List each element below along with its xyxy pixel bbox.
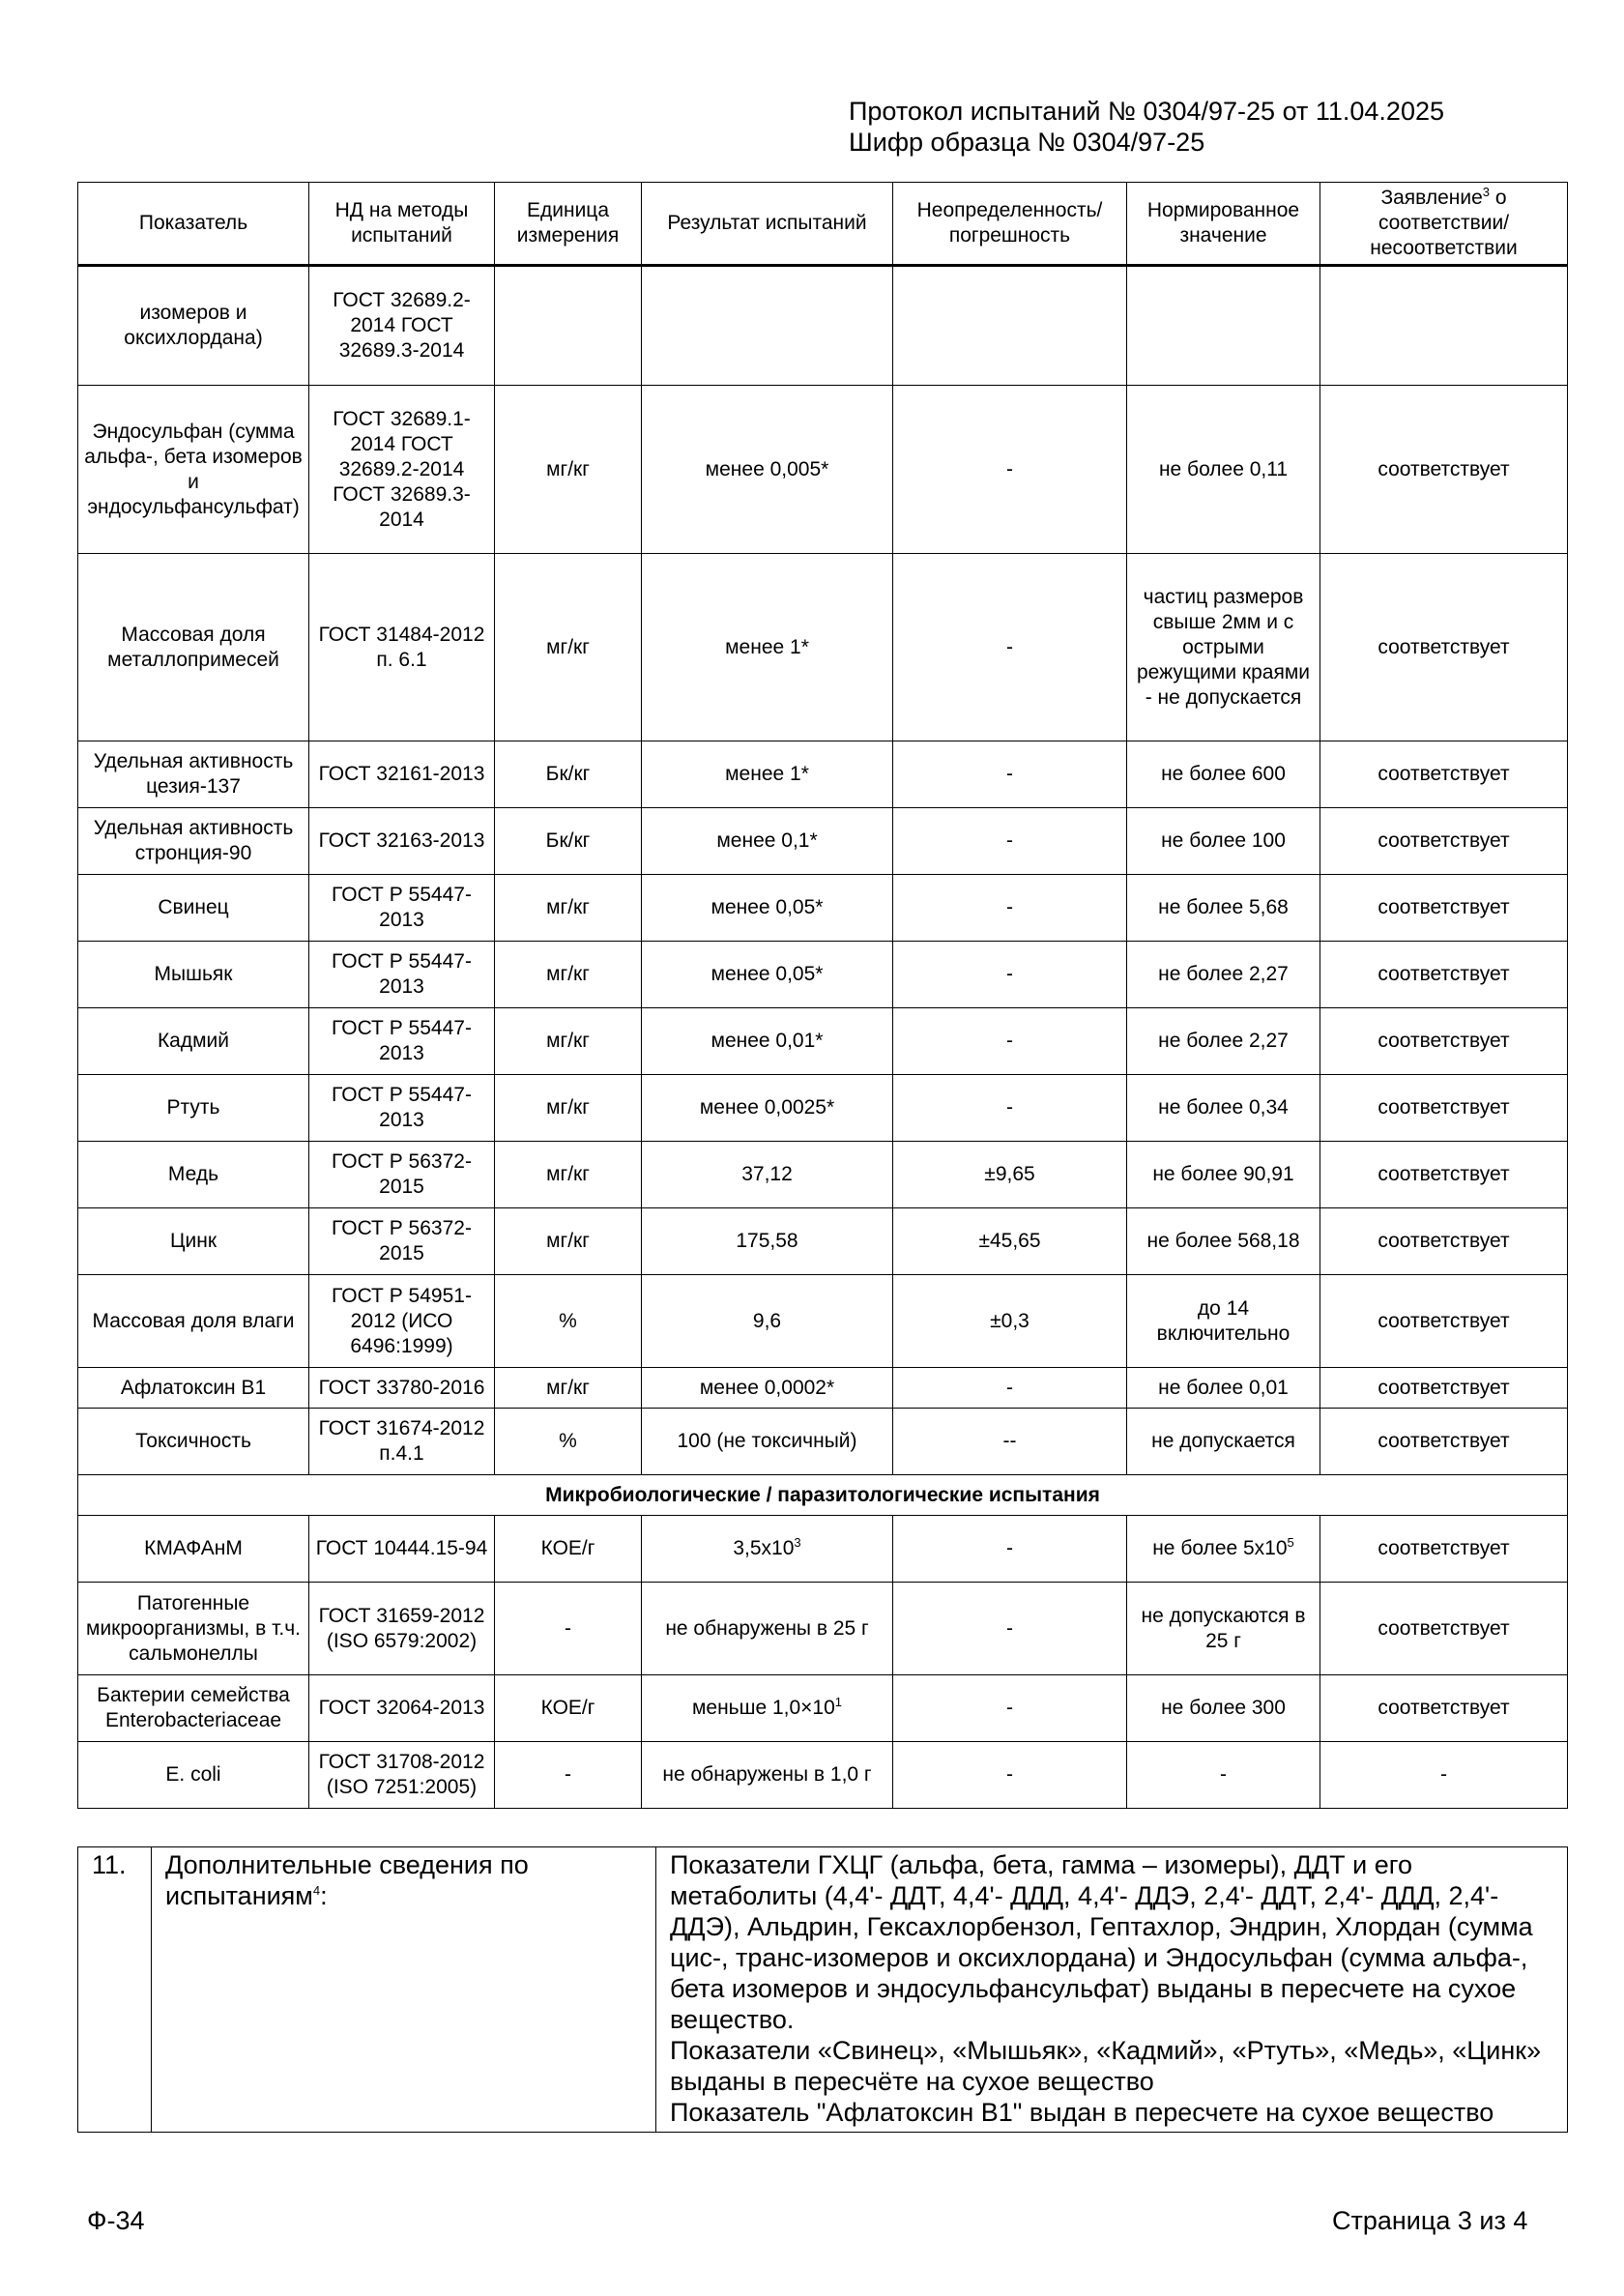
table-header-row — [78, 183, 1568, 266]
table-row: Медь ГОСТ Р 56372-2015 мг/кг 37,12 ±9,65 не более 90,91 соответствует — [78, 1142, 1568, 1208]
table-row: Бактерии семейства Enterobacteriaceae ГОСТ 32064-2013 КОЕ/г меньше $1,0\times 10^1$ - не более 300 соответствует — [78, 1675, 1568, 1742]
table-row: Свинец ГОСТ Р 55447-2013 мг/кг менее 0,05* - не более 5,68 соответствует — [78, 875, 1568, 942]
col-indicator: Показатель — [78, 183, 309, 266]
results-table — [77, 182, 1568, 1809]
table-row: Ртуть ГОСТ Р 55447-2013 мг/кг менее 0,0025* - не более 0,34 соответствует — [78, 1075, 1568, 1142]
table-row: Афлатоксин B1 ГОСТ 33780-2016 мг/кг менее 0,0002* - не более 0,01 соответствует — [78, 1368, 1568, 1409]
protocol-header — [849, 96, 1444, 158]
table-row: изомеров и оксихлордана) ГОСТ 32689.2-2014 ГОСТ 32689.3-2014 — [78, 266, 1568, 386]
form-code: Ф-34 — [87, 2206, 145, 2235]
table-row: Мышьяк ГОСТ Р 55447-2013 мг/кг менее 0,05* - не более 2,27 соответствует — [78, 942, 1568, 1008]
table-row: КМАФАнМ ГОСТ 10444.15-94 КОЕ/г $3,5x10^3$ - не более $5x10^5$ соответствует — [78, 1516, 1568, 1583]
col-norm: Нормированное значение — [1127, 183, 1320, 266]
table-row: Цинк ГОСТ Р 56372-2015 мг/кг 175,58 ±45,65 не более 568,18 соответствует — [78, 1208, 1568, 1275]
sample-code: Шифр образца № 0304/97-25 — [849, 128, 1205, 157]
col-uncertainty: Неопределенность/ погрешность — [893, 183, 1127, 266]
table-row: Эндосульфан (сумма альфа-, бета изомеров и эндосульфансульфат) ГОСТ 32689.1-2014 ГОСТ 32689.2-2014 ГОСТ 32689.3-2014 мг/кг менее 0,005* - не более 0,11 соответствует — [78, 386, 1568, 554]
col-method: НД на методы испытаний — [309, 183, 495, 266]
section-row — [78, 1475, 1568, 1516]
additional-info-row — [78, 1847, 1568, 2133]
table-row: Массовая доля металлопримесей ГОСТ 31484-2012 п. 6.1 мг/кг менее 1* - частиц размеров свыше 2мм и с острыми режущими краями - не допускается соответствует — [78, 554, 1568, 741]
table-row: Удельная активность цезия-137 ГОСТ 32161-2013 Бк/кг менее 1* - не более 600 соответствует — [78, 741, 1568, 808]
additional-text: Показатели ГХЦГ (альфа, бета, гамма – изомеры), ДДТ и его метаболиты (4,4'- ДДТ, 4,4'- ДДД, 4,4'- ДДЭ, 2,4'- ДДТ, 2,4'- ДДД, 2,4'- ДДЭ), Альдрин, Гексахлорбензол, Гептахлор, Эндрин, Хлордан (сумма цис-, транс-изомеров и оксихлордана) и Эндосульфан (сумма альфа-, бета изомеров и эндосульфансульфат) выданы в пересчете на сухое вещество. Показатели «Свинец», «Мышьяк», «Кадмий», «Ртуть», «Медь», «Цинк» выданы в пересчёте на сухое вещество Показатель "Афлатоксин B1" выдан в пересчете на сухое вещество — [656, 1847, 1568, 2133]
col-result: Результат испытаний — [642, 183, 893, 266]
table-row: Массовая доля влаги ГОСТ Р 54951-2012 (ИСО 6496:1999) % 9,6 ±0,3 до 14 включительно соответствует — [78, 1275, 1568, 1368]
col-statement: Заявление$^3$ о соответствии/ несоответствии — [1320, 183, 1568, 266]
additional-label: Дополнительные сведения по испытаниям$^4$: — [152, 1847, 656, 2133]
additional-info-table — [77, 1846, 1568, 2133]
col-unit: Единица измерения — [495, 183, 642, 266]
section-title: Микробиологические / паразитологические испытания — [78, 1475, 1568, 1516]
table-row: Токсичность ГОСТ 31674-2012 п.4.1 % 100 (не токсичный) -- не допускается соответствует — [78, 1409, 1568, 1475]
protocol-title: Протокол испытаний № 0304/97-25 от 11.04.2025 — [849, 97, 1444, 126]
page-number: Страница 3 из 4 — [1332, 2206, 1528, 2235]
table-row: E. coli ГОСТ 31708-2012 (ISO 7251:2005) - не обнаружены в 1,0 г - - - — [78, 1742, 1568, 1809]
item-number: 11. — [78, 1847, 152, 2133]
table-row: Удельная активность стронция-90 ГОСТ 32163-2013 Бк/кг менее 0,1* - не более 100 соответствует — [78, 808, 1568, 875]
table-row: Патогенные микроорганизмы, в т.ч. сальмонеллы ГОСТ 31659-2012 (ISO 6579:2002) - не обнаружены в 25 г - не допускаются в 25 г соответствует — [78, 1583, 1568, 1675]
table-row: Кадмий ГОСТ Р 55447-2013 мг/кг менее 0,01* - не более 2,27 соответствует — [78, 1008, 1568, 1075]
